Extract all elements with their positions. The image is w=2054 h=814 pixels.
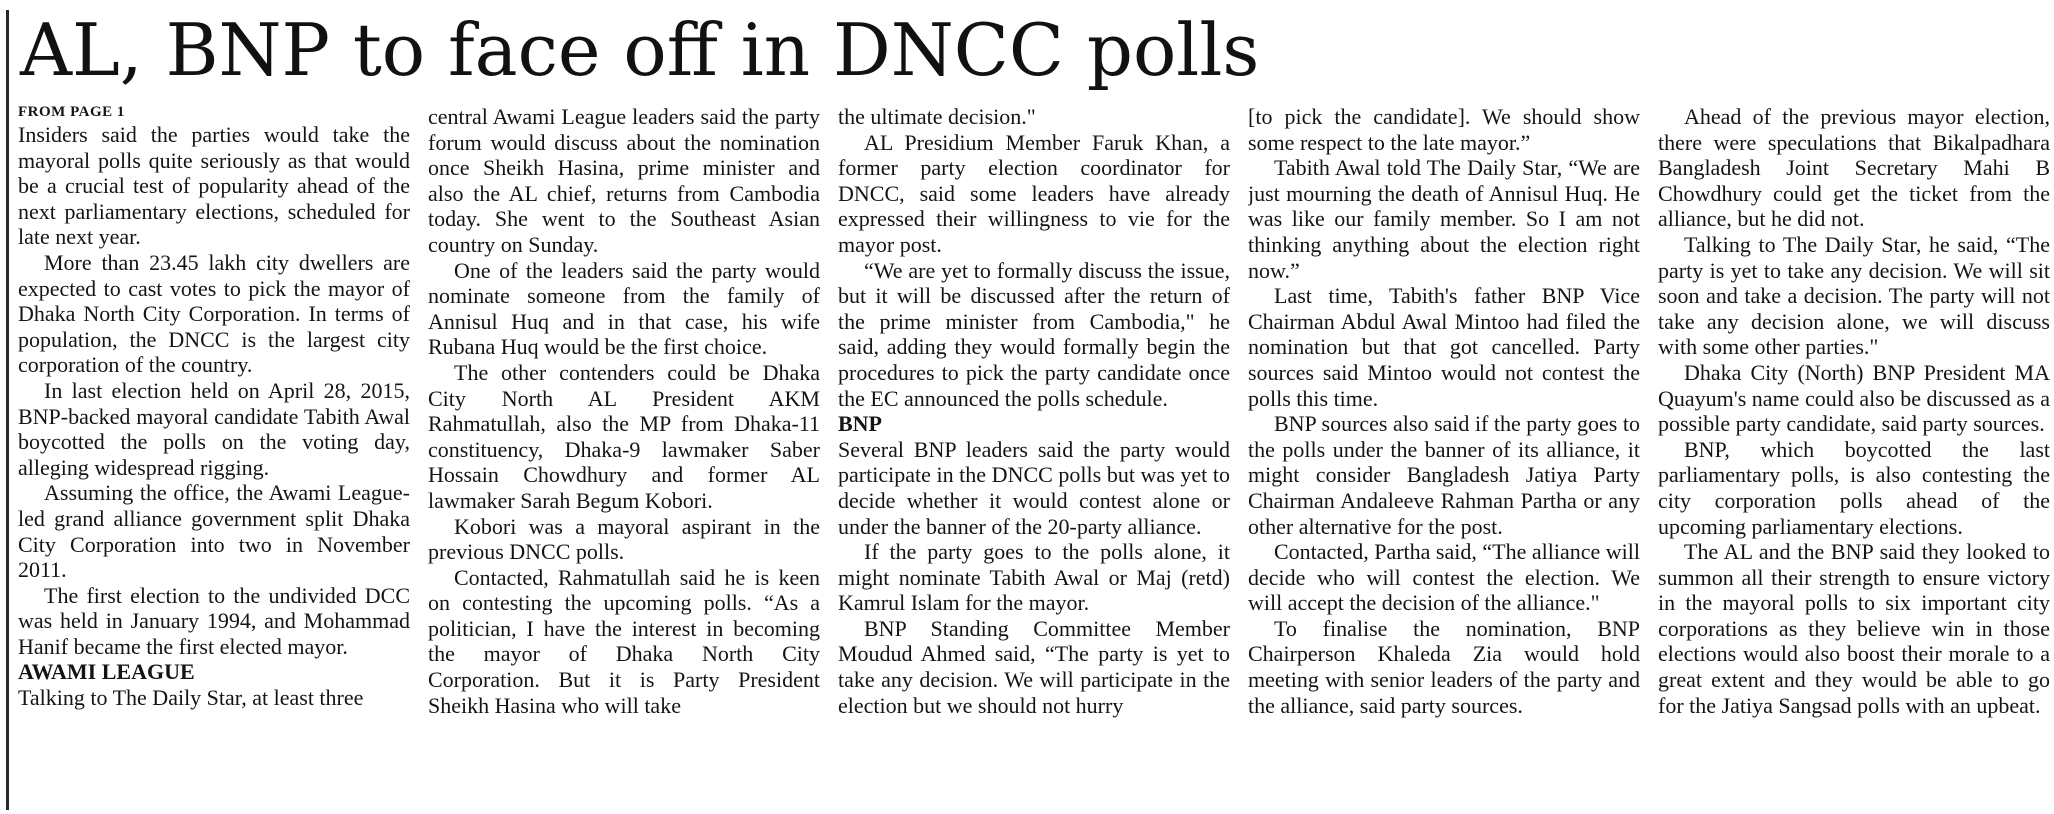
article-paragraph: BNP, which boycotted the last parliamentary polls, is also contesting the city corporation polls ahead of the upcoming parliamentary elections.: [1658, 436, 2050, 539]
article-column-5: [1658, 104, 2050, 810]
article-paragraph: [to pick the candidate]. We should show some respect to the late mayor.”: [1248, 104, 1640, 155]
article-paragraph: Ahead of the previous mayor election, there were speculations that Bikalpadhara Bangladesh Joint Secretary Mahi B Chowdhury could get the ticket from the alliance, but he did not.: [1658, 104, 2050, 232]
article-paragraph: Dhaka City (North) BNP President MA Quayum's name could also be discussed as a possible party candidate, said party sources.: [1658, 359, 2050, 437]
article-column-3: [838, 104, 1230, 810]
article-paragraph: BNP Standing Committee Member Moudud Ahmed said, “The party is yet to take any decision. We will participate in the election but we should not hurry: [838, 615, 1230, 718]
article-paragraph: Contacted, Partha said, “The alliance will decide who will contest the election. We will accept the decision of the alliance.": [1248, 539, 1640, 616]
section-subhead: AWAMI LEAGUE: [18, 659, 195, 685]
article-paragraph: “We are yet to formally discuss the issue, but it will be discussed after the return of the prime minister from Cambodia," he said, adding they would formally begin the procedures to pick the party candidate once the EC announced the polls schedule.: [838, 257, 1230, 411]
article-paragraph: AL Presidium Member Faruk Khan, a former party election coordinator for DNCC, said some leaders have already expressed their willingness to vie for the mayor post.: [838, 129, 1230, 257]
article-paragraph: One of the leaders said the party would nominate someone from the family of Annisul Huq and in that case, his wife Rubana Huq would be the first choice.: [428, 257, 820, 360]
article-paragraph: Talking to The Daily Star, he said, “The party is yet to take any decision. We will sit soon and take a decision. The party will not take any decision alone, we will discuss with some other parties.": [1658, 231, 2050, 360]
article-paragraph: In last election held on April 28, 2015, BNP-backed mayoral candidate Tabith Awal boycotted the polls on the voting day, alleging widespread rigging.: [18, 377, 410, 480]
article-paragraph: BNP sources also said if the party goes to the polls under the banner of its alliance, it might consider Bangladesh Jatiya Party Chairman Andaleeve Rahman Partha or any other alternative for the post.: [1248, 411, 1640, 539]
article-paragraph: The AL and the BNP said they looked to summon all their strength to ensure victory in the mayoral polls to six important city corporations as they believe win in those elections would also boost their morale to a great extent and they would be able to go for the Jatiya Sangsad polls with an upbeat.: [1658, 539, 2050, 718]
article-headline: AL, BNP to face off in DNCC polls: [20, 8, 1260, 92]
article-paragraph: The first election to the undivided DCC was held in January 1994, and Mohammad Hanif became the first elected mayor.: [18, 582, 410, 659]
article-paragraph: central Awami League leaders said the party forum would discuss about the nomination once Sheikh Hasina, prime minister and also the AL chief, returns from Cambodia today. She went to the Southeast Asian country on Sunday.: [428, 104, 820, 257]
article-paragraph: Contacted, Rahmatullah said he is keen on contesting the upcoming polls. “As a politician, I have the interest in becoming the mayor of Dhaka North City Corporation. But it is Party President Sheikh Hasina who will take: [428, 564, 820, 718]
article-column-4: [1248, 104, 1640, 810]
article-paragraph: To finalise the nomination, BNP Chairperson Khaleda Zia would hold meeting with senior leaders of the party and the alliance, said party sources.: [1248, 615, 1640, 718]
article-paragraph: If the party goes to the polls alone, it might nominate Tabith Awal or Maj (retd) Kamrul Islam for the mayor.: [838, 539, 1230, 616]
article-column-1: [18, 102, 410, 808]
left-column-rule: [6, 10, 9, 810]
article-column-2: [428, 104, 820, 810]
continuation-kicker: FROM PAGE 1: [18, 104, 125, 120]
article-paragraph: Talking to The Daily Star, at least three: [18, 685, 364, 711]
article-paragraph: Several BNP leaders said the party would participate in the DNCC polls but was yet to decide whether it would contest alone or under the banner of the 20-party alliance.: [838, 436, 1230, 539]
article-paragraph: More than 23.45 lakh city dwellers are expected to cast votes to pick the mayor of Dhaka North City Corporation. In terms of population, the DNCC is the largest city corporation of the country.: [18, 249, 410, 378]
article-paragraph: Last time, Tabith's father BNP Vice Chairman Abdul Awal Mintoo had filed the nomination but that got cancelled. Party sources said Mintoo would not contest the polls this time.: [1248, 283, 1640, 411]
article-paragraph: the ultimate decision.": [838, 104, 1036, 129]
section-subhead: BNP: [838, 411, 882, 437]
article-paragraph: Assuming the office, the Awami League-led grand alliance government split Dhaka City Corporation into two in November 2011.: [18, 480, 410, 583]
article-paragraph: Tabith Awal told The Daily Star, “We are just mourning the death of Annisul Huq. He was like our family member. So I am not thinking anything about the election right now.”: [1248, 155, 1640, 283]
article-paragraph: The other contenders could be Dhaka City North AL President AKM Rahmatullah, also the MP from Dhaka-11 constituency, Dhaka-9 lawmaker Saber Hossain Chowdhury and former AL lawmaker Sarah Begum Kobori.: [428, 359, 820, 513]
article-paragraph: Insiders said the parties would take the mayoral polls quite seriously as that would be a crucial test of popularity ahead of the next parliamentary elections, scheduled for late next year.: [18, 122, 410, 250]
article-paragraph: Kobori was a mayoral aspirant in the previous DNCC polls.: [428, 513, 820, 565]
